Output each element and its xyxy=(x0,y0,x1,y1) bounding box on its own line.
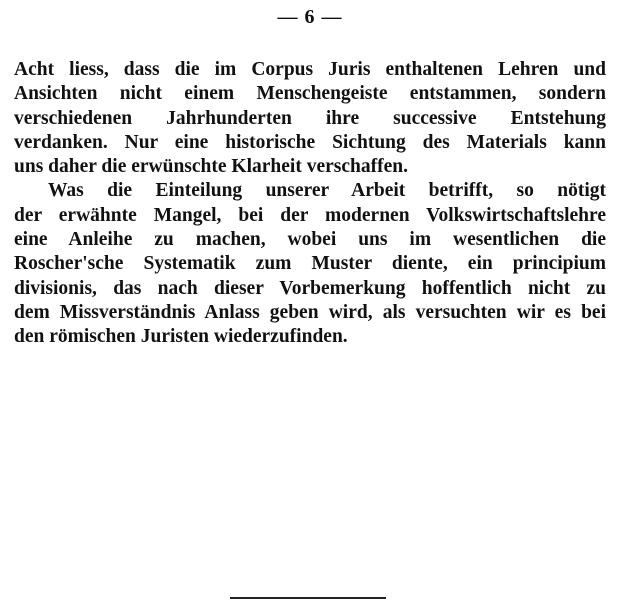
text-line: eine Anleihe zu machen, wobei uns im wesentlichen die xyxy=(14,229,606,251)
text-line: Roscher'sche Systematik zum Muster diente, ein principium xyxy=(14,253,606,275)
paragraph xyxy=(14,58,606,179)
text-line: dem Missverständnis Anlass geben wird, als versuchten wir es bei xyxy=(14,301,606,323)
text-line: Was die Einteilung unserer Arbeit betrifft, so nötigt xyxy=(48,180,606,202)
text-line: den römischen Juristen wiederzufinden. xyxy=(14,326,348,348)
text-line: Ansichten nicht einem Menschengeiste entstammen, sondern xyxy=(14,83,606,105)
end-rule xyxy=(230,597,386,599)
paragraph xyxy=(14,179,606,349)
text-line: divisionis, das nach dieser Vorbemerkung hoffentlich nicht zu xyxy=(14,277,606,299)
text-line: uns daher die erwünschte Klarheit verschaffen. xyxy=(14,156,408,178)
text-line: der erwähnte Mangel, bei der modernen Volkswirtschaftslehre xyxy=(14,204,606,226)
body-text xyxy=(14,58,606,350)
text-line: verschiedenen Jahrhunderten ihre successive Entstehung xyxy=(14,107,606,129)
page-number: — 6 — xyxy=(277,6,343,28)
text-line: verdanken. Nur eine historische Sichtung des Materials kann xyxy=(14,131,606,153)
text-line: Acht liess, dass die im Corpus Juris enthaltenen Lehren und xyxy=(14,59,606,80)
